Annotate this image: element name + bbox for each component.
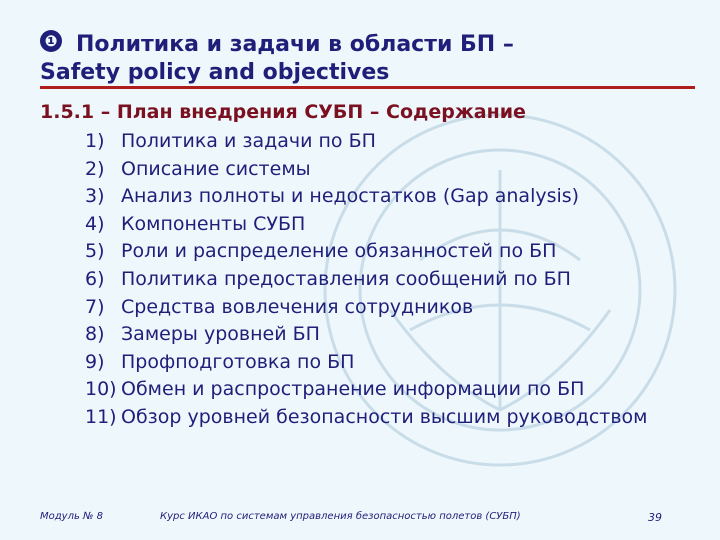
item-text: Политика предоставления сообщений по БП — [121, 267, 571, 290]
item-text: Обзор уровней безопасности высшим руководством — [121, 405, 648, 428]
item-text: Описание системы — [121, 157, 311, 180]
item-number: 3) — [85, 185, 105, 208]
item-text: Политика и задачи по БП — [121, 130, 376, 152]
list-item — [85, 211, 685, 239]
footer-course: Курс ИКАО по системам управления безопасностью полетов (СУБП) — [160, 511, 521, 522]
item-number: 5) — [85, 240, 105, 263]
numbered-bullet-icon: ❶ — [40, 30, 62, 52]
list-item — [85, 156, 685, 184]
list-item — [85, 349, 685, 377]
item-number: 6) — [85, 267, 105, 290]
list-item — [85, 321, 685, 349]
item-text: Роли и распределение обязанностей по БП — [121, 240, 557, 263]
item-number: 8) — [85, 323, 105, 346]
item-number: 11) — [85, 405, 117, 428]
item-text: Профподготовка по БП — [121, 350, 355, 373]
item-number: 10) — [85, 378, 117, 401]
item-text: Обмен и распространение информации по БП — [121, 378, 585, 401]
slide-title — [40, 30, 700, 86]
item-number: 4) — [85, 212, 105, 235]
list-item — [85, 238, 685, 266]
list-item — [85, 376, 685, 404]
item-number: 1) — [85, 130, 105, 152]
item-text: Анализ полноты и недостатков (Gap analysis) — [121, 185, 580, 208]
item-number: 9) — [85, 350, 105, 373]
title-line-1: Политика и задачи в области БП – — [76, 32, 514, 57]
title-line-2: Safety policy and objectives — [40, 60, 390, 85]
list-item — [85, 404, 685, 432]
footer-module: Модуль № 8 — [40, 511, 103, 522]
item-text: Средства вовлечения сотрудников — [121, 295, 474, 318]
list-item — [85, 128, 685, 156]
item-text: Замеры уровней БП — [121, 323, 320, 346]
item-number: 7) — [85, 295, 105, 318]
list-item — [85, 183, 685, 211]
page-number: 39 — [648, 511, 662, 524]
contents-list — [85, 128, 685, 432]
item-number: 2) — [85, 157, 105, 180]
list-item — [85, 294, 685, 322]
title-divider — [40, 86, 695, 89]
section-subtitle: 1.5.1 – План внедрения СУБП – Содержание — [40, 101, 526, 123]
list-item — [85, 266, 685, 294]
item-text: Компоненты СУБП — [121, 212, 306, 235]
